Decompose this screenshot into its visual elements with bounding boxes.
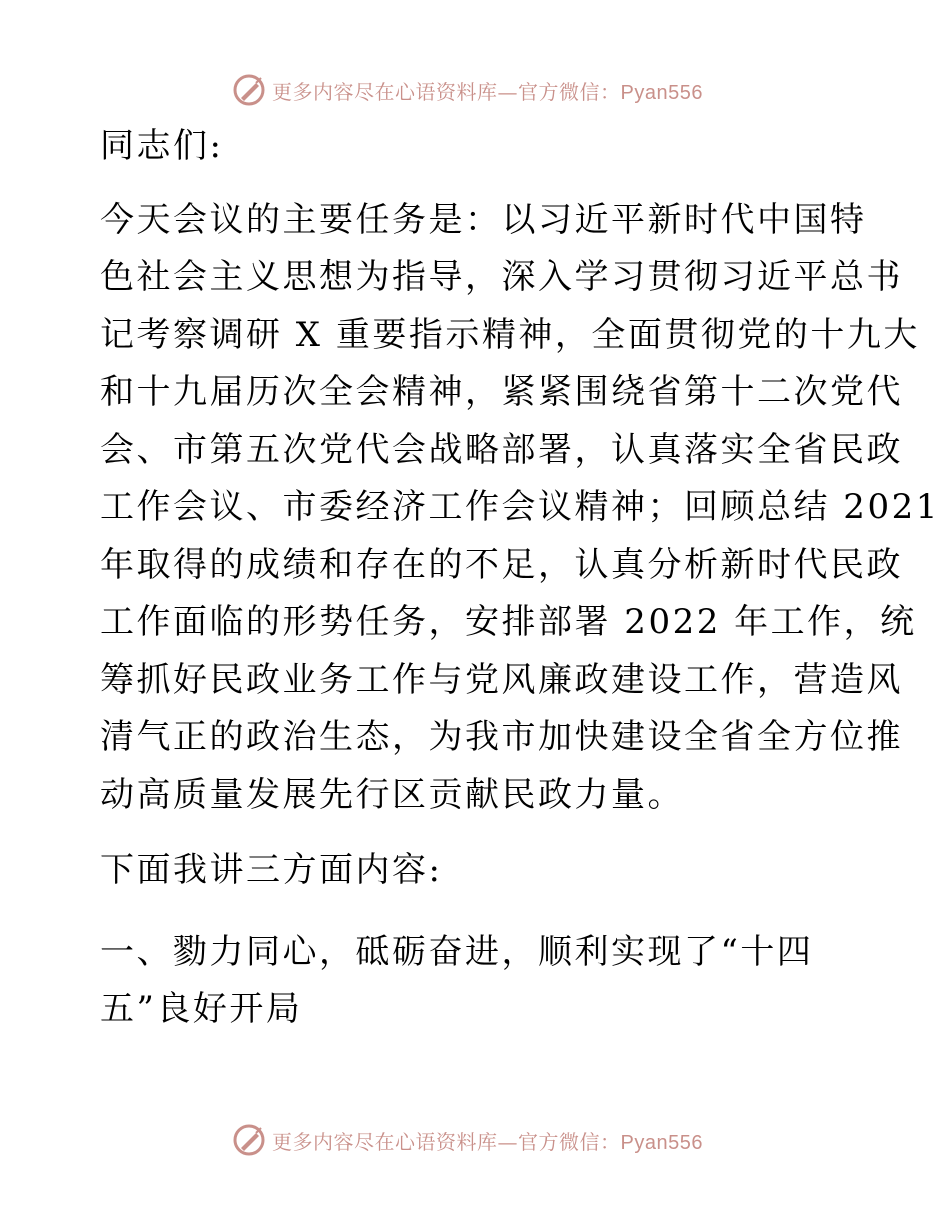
paragraph-line: 色社会主义思想为指导，深入学习贯彻习近平总书 (100, 257, 903, 297)
quill-pen-seal-icon (232, 1123, 266, 1157)
paragraph-intro (100, 842, 860, 900)
salutation (100, 118, 860, 176)
paragraph-line: 今天会议的主要任务是：以习近平新时代中国特 (100, 199, 867, 240)
salutation-text: 同志们: (100, 126, 224, 166)
paragraph-line: 会、市第五次党代会战略部署，认真落实全省民政 (100, 429, 903, 470)
header-watermark (232, 70, 752, 110)
watermark-text: 更多内容尽在心语资料库—官方微信：Pyan556 (272, 1129, 703, 1154)
section-heading-one (100, 924, 860, 1039)
paragraph-line: 记考察调研 X 重要指示精神，全面贯彻党的十九大 (100, 314, 920, 355)
paragraph-line: 年取得的成绩和存在的不足，认真分析新时代民政 (100, 544, 903, 585)
intro-text: 下面我讲三方面内容: (100, 850, 443, 890)
heading-line: 五”良好开局 (100, 989, 303, 1029)
paragraph-line: 工作会议、市委经济工作会议精神；回顾总结 2021 (100, 487, 940, 527)
footer-watermark (232, 1120, 752, 1160)
watermark-text: 更多内容尽在心语资料库—官方微信：Pyan556 (272, 79, 703, 104)
paragraph-line: 工作面临的形势任务，安排部署 2022 年工作，统 (100, 602, 917, 642)
paragraph-line: 和十九届历次全会精神，紧紧围绕省第十二次党代 (100, 372, 903, 412)
paragraph-line: 清气正的政治生态，为我市加快建设全省全方位推 (100, 717, 903, 757)
heading-line: 一、勠力同心，砥砺奋进，顺利实现了“十四 (100, 931, 814, 972)
paragraph-line: 筹抓好民政业务工作与党风廉政建设工作，营造风 (100, 659, 903, 700)
quill-pen-seal-icon (232, 73, 266, 107)
document-body (100, 118, 940, 1039)
paragraph-meeting-tasks (100, 192, 940, 825)
paragraph-line: 动高质量发展先行区贡献民政力量。 (100, 774, 684, 815)
